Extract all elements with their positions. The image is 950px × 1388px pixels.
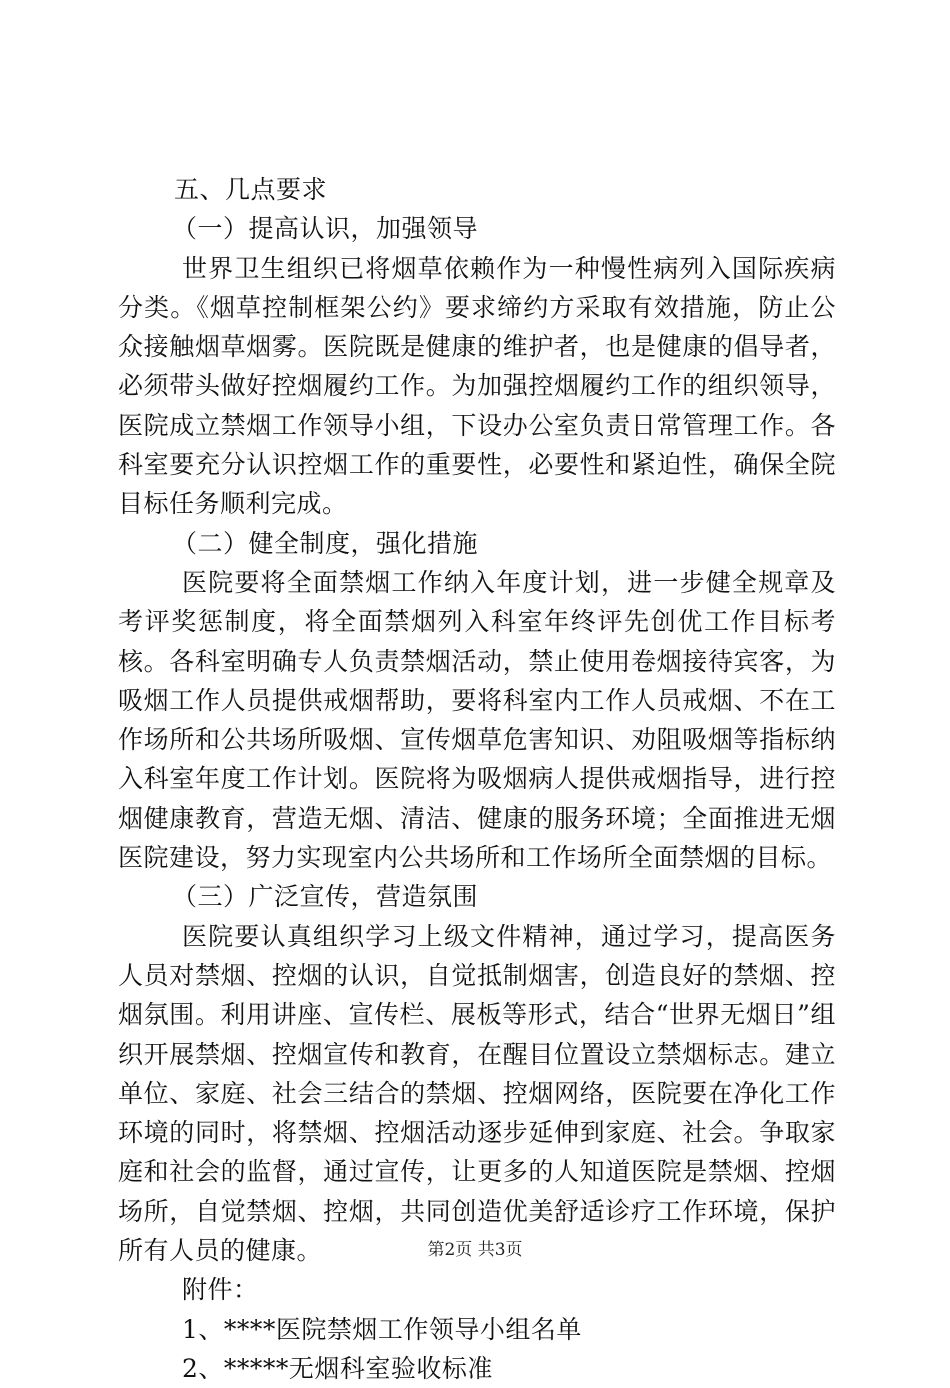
subsection-paragraph-3: 医院要认真组织学习上级文件精神，通过学习，提高医务人员对禁烟、控烟的认识，自觉抵制烟害，创造良好的禁烟、控烟氛围。利用讲座、宣传栏、展板等形式，结合“世界无烟日”组织开展禁烟、控烟宣传和教育，在醒目位置设立禁烟标志。建立单位、家庭、社会三结合的禁烟、控烟网络，医院要在净化工作环境的同时，将禁烟、控烟活动逐步延伸到家庭、社会。争取家庭和社会的监督，通过宣传，让更多的人知道医院是禁烟、控烟场所，自觉禁烟、控烟，共同创造优美舒适诊疗工作环境，保护所有人员的健康。	[118, 921, 836, 1266]
page-number-footer: 第2页 共3页	[427, 1240, 523, 1260]
subsection-heading-1: （一）提高认识，加强领导	[172, 214, 479, 244]
subsection-heading-3: （三）广泛宣传，营造氛围	[172, 882, 479, 912]
subsection-paragraph-1: 世界卫生组织已将烟草依赖作为一种慢性病列入国际疾病分类。《烟草控制框架公约》要求缔约方采取有效措施，防止公众接触烟草烟雾。医院既是健康的维护者，也是健康的倡导者，必须带头做好控烟履约工作。为加强控烟履约工作的组织领导，医院成立禁烟工作领导小组，下设办公室负责日常管理工作。各科室要充分认识控烟工作的重要性，必要性和紧迫性，确保全院目标任务顺利完成。	[118, 253, 836, 519]
subsection-heading-2: （二）健全制度，强化措施	[172, 528, 479, 558]
document-body	[118, 170, 836, 1388]
subsection-paragraph-2: 医院要将全面禁烟工作纳入年度计划，进一步健全规章及考评奖惩制度，将全面禁烟列入科室年终评先创优工作目标考核。各科室明确专人负责禁烟活动，禁止使用卷烟接待宾客，为吸烟工作人员提供戒烟帮助，要将科室内工作人员戒烟、不在工作场所和公共场所吸烟、宣传烟草危害知识、劝阻吸烟等指标纳入科室年度工作计划。医院将为吸烟病人提供戒烟指导，进行控烟健康教育，营造无烟、清洁、健康的服务环境；全面推进无烟医院建设，努力实现室内公共场所和工作场所全面禁烟的目标。	[118, 567, 836, 873]
section-title: 五、几点要求	[174, 175, 328, 204]
attachment-item-2: 2、*****无烟科室验收标准	[182, 1353, 493, 1383]
attachment-item-1: 1、****医院禁烟工作领导小组名单	[182, 1314, 582, 1344]
attachments-label: 附件：	[182, 1275, 259, 1305]
